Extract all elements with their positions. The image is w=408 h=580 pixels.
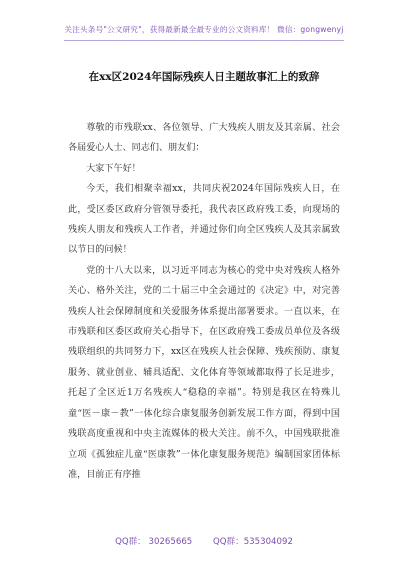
header-notice: 关注头条号"公文研究"，获得最新最全最专业的公文资料库！ 微信：gongwenyj [64,25,344,34]
salutation: 尊敬的市残联xx、各位领导、广大残疾人朋友及其亲属、社会各届爱心人士、同志们、朋友们： [68,123,340,154]
paragraph-1: 今天，我们相聚幸福xx，共同庆祝2024年国际残疾人日，在此，受区委区政府分管领导委托，我代表区政府残工委，向现场的残疾人朋友和残疾人工作者，并通过你们向全区残疾人及其亲属致以节日的问候！ [68,184,340,256]
greeting: 大家下午好！ [86,163,141,174]
document-title: 在xx区2024年国际残疾人日主题故事汇上的致辞 [88,71,320,83]
qq-group-2: QQ群：535304092 [213,537,293,547]
footer-contacts [0,535,408,547]
document-body [68,118,340,485]
paragraph-2: 党的十八大以来，以习近平同志为核心的党中央对残疾人格外关心、格外关注，党的二十届三中全会通过的《决定》中，对完善残疾人社会保障制度和关爱服务体系提出部署要求。一直以来，在市残联和区委区政府关心指导下，在区政府残工委成员单位及各级残联组织的共同努力下，xx区在残疾人社会保障、残疾预防、康复服务、就业创业、辅具适配、文化体育等领域都取得了长足进步，托起了全区近1万名残疾人“稳稳的幸福”。特别是我区在特殊儿童“医－康－教”一体化综合康复服务创新发展工作方面，得到中国残联高度重视和中央主流媒体的极大关注。前不久，中国残联批准立项《孤独症儿童“医康教”一体化康复服务规范》编制国家团体标准，目前正有序推 [68,265,340,480]
header-divider [64,40,344,41]
qq-group-1: QQ群： 30265665 [115,537,193,547]
